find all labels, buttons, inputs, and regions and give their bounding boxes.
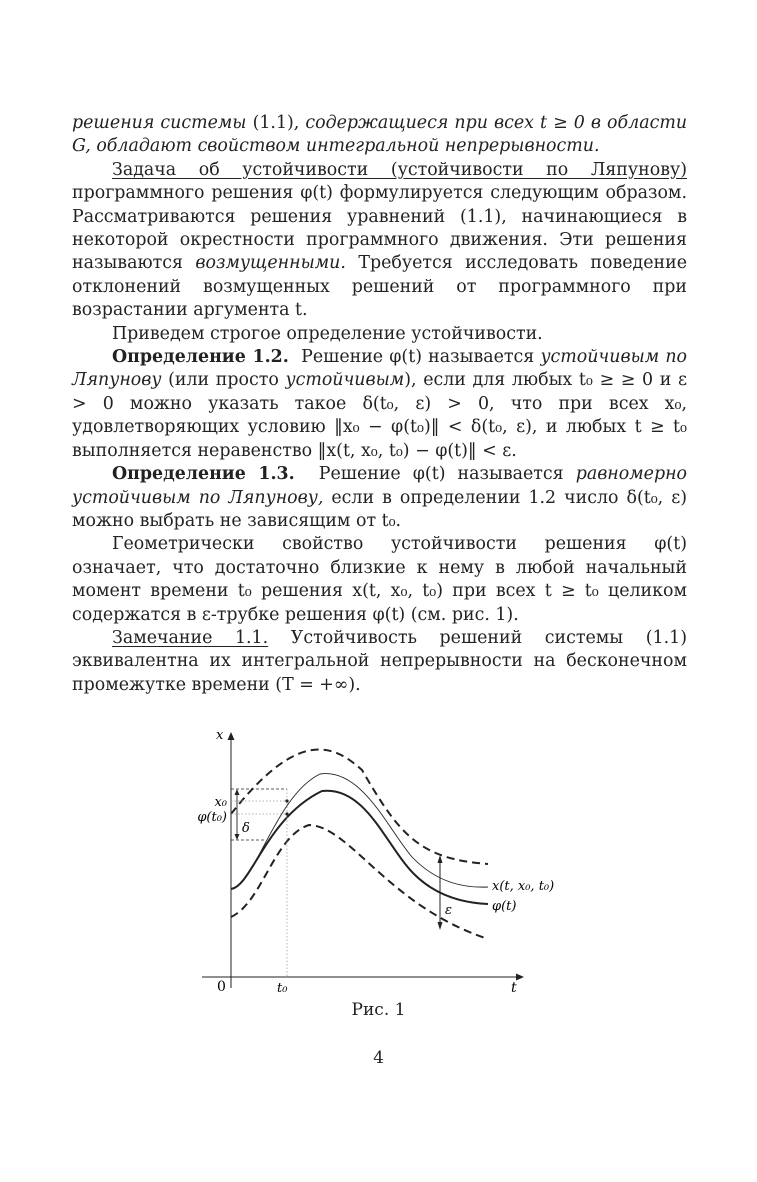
definition-1-3-label: Определение 1.3. (112, 464, 295, 485)
p2-body-b: Требуется исследовать поведение отклонений возмущенных решений от программного при возрастании аргумента t. (72, 253, 688, 321)
t-axis-label: t (511, 980, 517, 996)
program-curve-label: φ(t) (492, 899, 517, 914)
perturbed-solution-curve (231, 774, 488, 889)
delta-arrow-head-top (235, 789, 240, 795)
body-text (72, 112, 687, 697)
delta-arrow-head-bottom (235, 834, 240, 840)
definition-1-3 (72, 463, 687, 533)
t-axis-arrow (516, 974, 524, 981)
def12-b: (или просто (168, 370, 279, 391)
definition-1-2-label: Определение 1.2. (112, 347, 289, 368)
perturbed-curve-label: x(t, x₀, t₀) (492, 879, 555, 894)
paragraph-intro-definition: Приведем строгое определение устойчивости. (112, 323, 543, 344)
stability-problem-title: Задача об устойчивости (устойчивости по Ляпунову) (112, 159, 687, 180)
origin-label: 0 (217, 979, 226, 995)
paragraph-geometric: Геометрически свойство устойчивости решения φ(t) означает, что достаточно близкие к нему в любой начальный момент времени t₀ решения x(t, x₀, t₀) при всех t ≥ t₀ целиком содержатся в ε-трубке решения φ(t) (см. рис. 1). (72, 534, 687, 625)
p2-body-a: программного решения φ(t) формулируется следующим образом. Рассматриваются решения уравнений (1.1), начинающиеся в некоторой окрестности программного движения. Эти решения называются (72, 183, 687, 274)
remark-1-1 (72, 627, 687, 697)
stability-figure (180, 726, 600, 998)
def12-italic-1: устойчивым по Ляпунову (72, 347, 687, 391)
def13-italic: равномерно устойчивым по Ляпунову, (72, 464, 688, 508)
def12-a: Решение φ(t) называется (301, 347, 535, 368)
p1-part-a: решения системы (72, 113, 247, 133)
def12-c: ), если для любых t₀ ≥ ≥ 0 и ε > 0 можно указать такое δ(t₀, ε) > 0, что при всех x₀, удовлетворяющих условию ‖x₀ − φ(t₀)‖ < δ(t₀, ε), и любых t ≥ t₀ выполняется неравенство ‖x(t, x₀, t₀) − φ(t)‖ < ε. (72, 370, 687, 461)
phi-t0-label: φ(t₀) (197, 810, 227, 825)
definition-1-2 (72, 346, 687, 463)
p1-part-c: содержащиеся при всех t ≥ 0 в области G, обладают свойством интегральной непрерывности. (72, 113, 688, 157)
x0-point (285, 799, 288, 802)
epsilon-label: ε (445, 903, 452, 918)
tube-upper-boundary (231, 750, 488, 864)
def13-b: если в определении 1.2 число δ(t₀, ε) можно выбрать не зависящим от t₀. (72, 487, 688, 531)
x0-label: x₀ (214, 795, 227, 810)
epsilon-arrow-head-top (438, 855, 443, 863)
figure-caption: Рис. 1 (351, 1000, 406, 1020)
program-solution-curve (231, 791, 488, 904)
paragraph-stability-problem (72, 159, 687, 323)
remark-body: Устойчивость решений системы (1.1) эквивалентна их интегральной непрерывности на бесконечном промежутке времени (T = +∞). (72, 627, 687, 695)
t0-label: t₀ (277, 981, 288, 996)
def13-a: Решение φ(t) называется (318, 464, 564, 485)
p1-part-b: (1.1), (252, 113, 300, 133)
page-number: 4 (373, 1048, 384, 1068)
remark-label: Замечание 1.1. (112, 627, 269, 648)
def12-italic-2: устойчивым (285, 370, 405, 391)
paragraph-continuation (72, 112, 687, 159)
delta-label: δ (242, 821, 250, 836)
phi-t0-point (285, 812, 288, 815)
x-axis-label: x (216, 728, 224, 743)
x-axis-arrow (228, 732, 235, 740)
p2-body-italic: возмущенными. (195, 253, 346, 274)
epsilon-arrow-head-bottom (438, 922, 443, 930)
